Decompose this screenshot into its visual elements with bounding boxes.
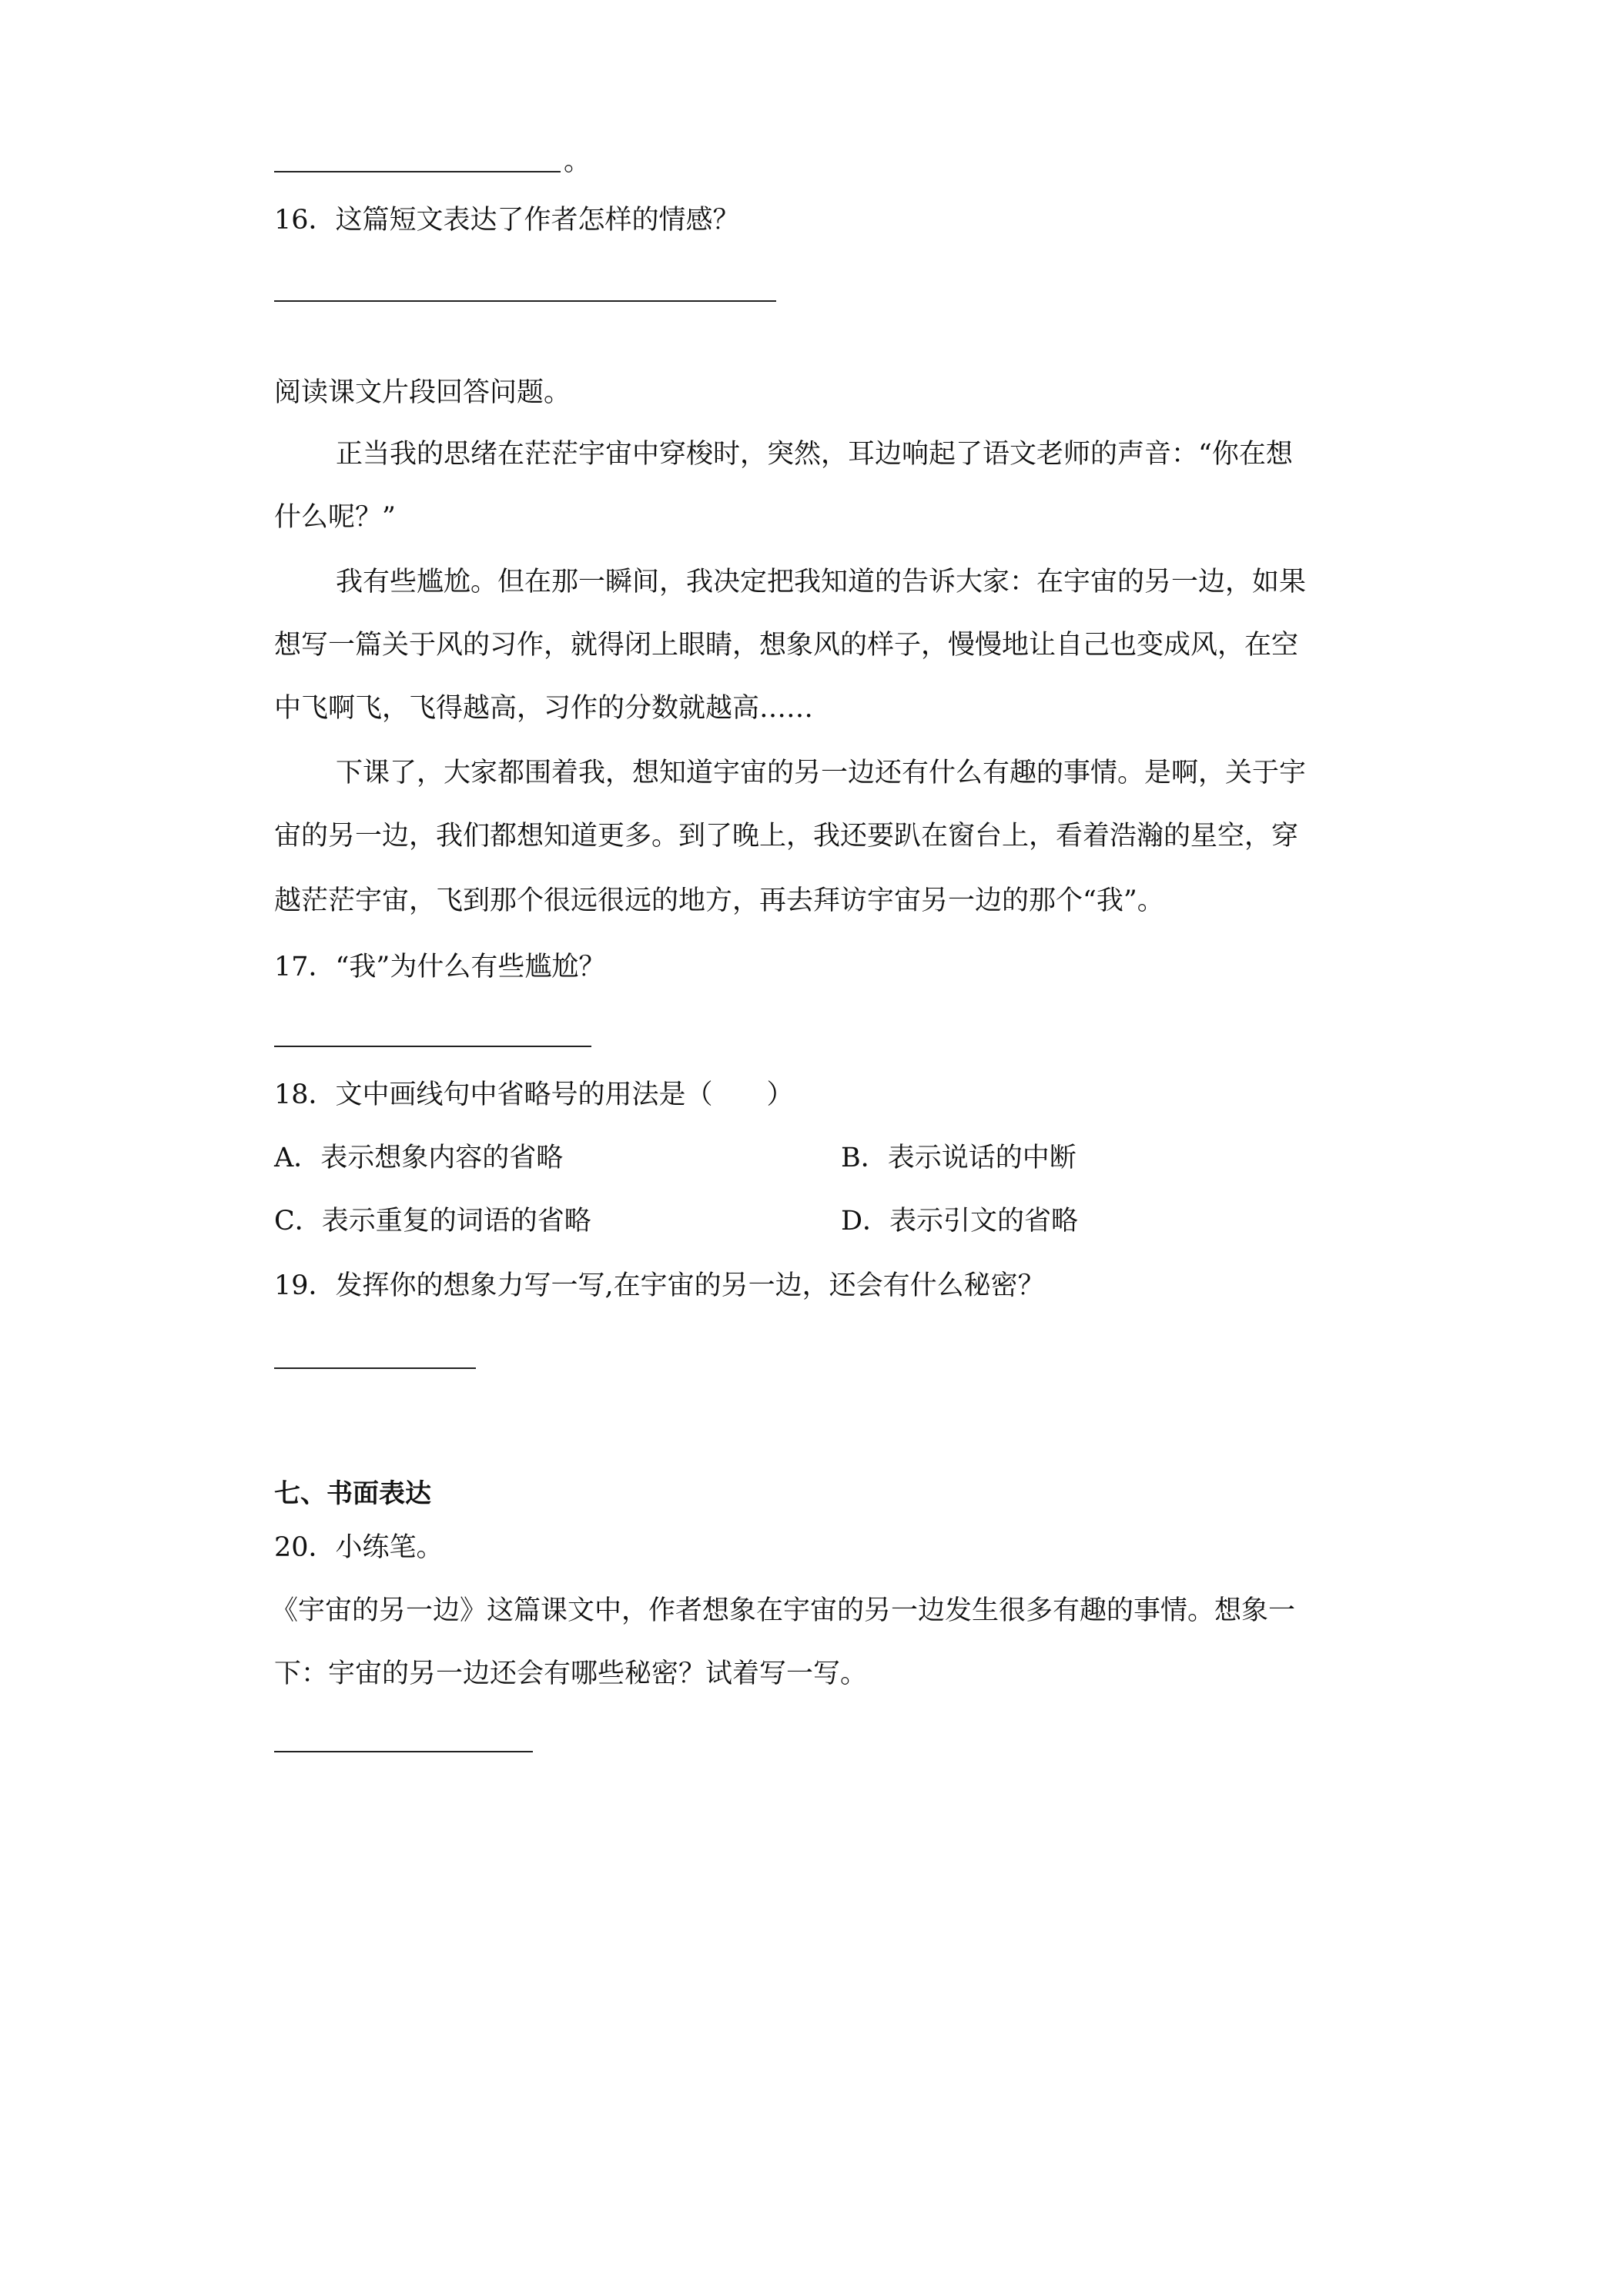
q15-end-mark: 。 bbox=[564, 146, 591, 177]
question-17: 17．“我”为什么有些尴尬？ bbox=[274, 952, 606, 982]
passage-p1-line2: 什么呢？” bbox=[274, 502, 396, 533]
answer-line-q20[interactable] bbox=[274, 1751, 533, 1752]
passage-p3-line3: 越茫茫宇宙，飞到那个很远很远的地方，再去拜访宇宙另一边的那个“我”。 bbox=[274, 885, 1164, 916]
passage-p2-line2: 想写一篇关于风的习作，就得闭上眼睛，想象风的样子，慢慢地让自己也变成风，在空 bbox=[274, 630, 1299, 661]
question-16: 16．这篇短文表达了作者怎样的情感？ bbox=[274, 205, 740, 236]
passage-p2-line1: 我有些尴尬。但在那一瞬间，我决定把我知道的告诉大家：在宇宙的另一边，如果 bbox=[336, 567, 1307, 597]
option-d[interactable]: D．表示引文的省略 bbox=[841, 1206, 1079, 1237]
option-c[interactable]: C．表示重复的词语的省略 bbox=[274, 1206, 591, 1237]
passage-p2-line3: 中飞啊飞，飞得越高，习作的分数就越高…… bbox=[274, 693, 814, 724]
passage-intro: 阅读课文片段回答问题。 bbox=[274, 377, 571, 408]
question-20-line2: 下：宇宙的另一边还会有哪些秘密？试着写一写。 bbox=[274, 1658, 868, 1689]
option-b[interactable]: B．表示说话的中断 bbox=[841, 1143, 1077, 1173]
option-a[interactable]: A．表示想象内容的省略 bbox=[274, 1143, 564, 1173]
answer-line-q17[interactable] bbox=[274, 1046, 591, 1047]
question-19: 19．发挥你的想象力写一写,在宇宙的另一边，还会有什么秘密？ bbox=[274, 1270, 1045, 1301]
question-20-title: 20．小练笔。 bbox=[274, 1532, 444, 1563]
answer-line-q19[interactable] bbox=[274, 1367, 476, 1369]
passage-p3-line2: 宙的另一边，我们都想知道更多。到了晚上，我还要趴在窗台上，看着浩瀚的星空，穿 bbox=[274, 821, 1299, 852]
section-7-heading: 七、书面表达 bbox=[274, 1478, 431, 1509]
question-18: 18．文中画线句中省略号的用法是（ ） bbox=[274, 1079, 794, 1110]
passage-p3-line1: 下课了，大家都围着我，想知道宇宙的另一边还有什么有趣的事情。是啊，关于宇 bbox=[336, 758, 1307, 788]
passage-p1-line1: 正当我的思绪在茫茫宇宙中穿梭时，突然，耳边响起了语文老师的声音：“你在想 bbox=[336, 439, 1293, 470]
answer-line-q15[interactable] bbox=[274, 171, 561, 172]
question-20-line1: 《宇宙的另一边》这篇课文中，作者想象在宇宙的另一边发生很多有趣的事情。想象一 bbox=[271, 1595, 1296, 1626]
answer-line-q16[interactable] bbox=[274, 300, 776, 302]
